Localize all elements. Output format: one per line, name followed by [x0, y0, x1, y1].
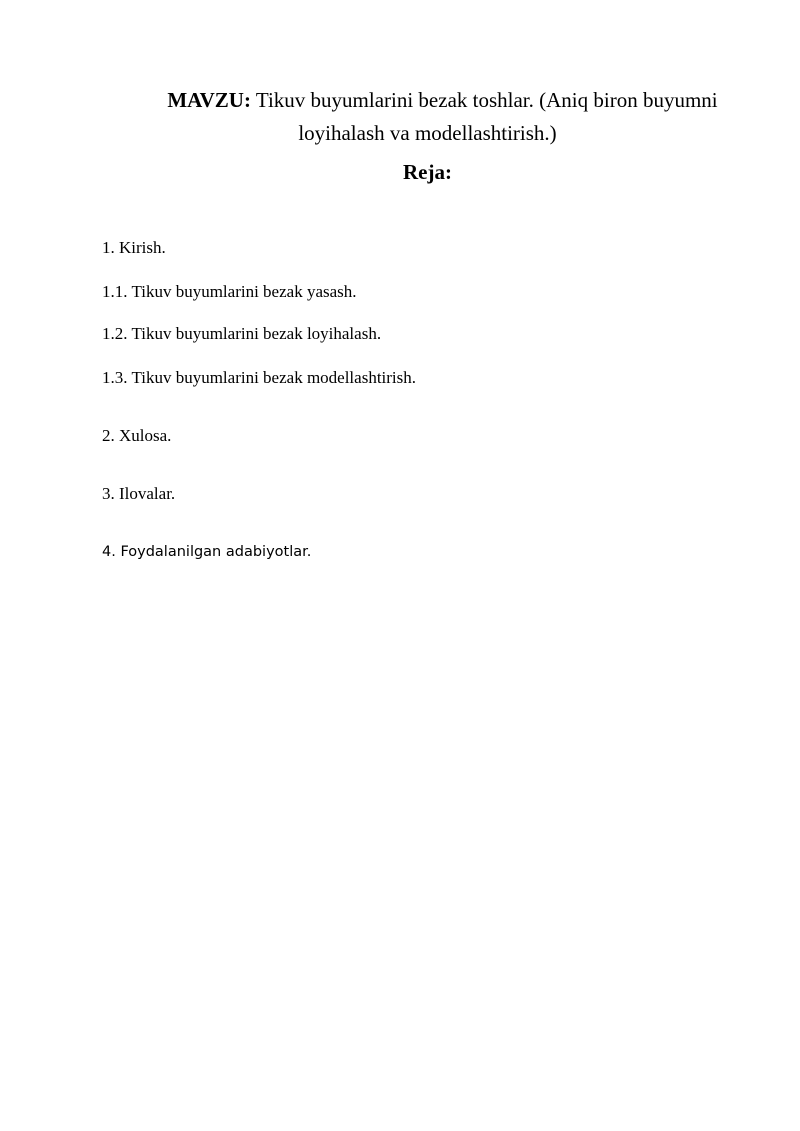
- plan-heading: Reja:: [403, 160, 452, 184]
- plan-item-intro: 1. Kirish.: [102, 238, 166, 257]
- plan-item-1-3: 1.3. Tikuv buyumlarini bezak modellashtirish.: [102, 368, 417, 387]
- title-label: MAVZU:: [167, 88, 251, 112]
- title-text: Tikuv buyumlarini bezak toshlar. (Aniq biron buyumni loyihalash va modellashtirish.): [250, 88, 718, 145]
- plan-item-appendices: 3. Ilovalar.: [102, 484, 176, 503]
- document-title: [100, 84, 755, 150]
- plan-item-1-2: 1.2. Tikuv buyumlarini bezak loyihalash.: [102, 324, 382, 343]
- plan-item-1-1: 1.1. Tikuv buyumlarini bezak yasash.: [102, 282, 357, 301]
- plan-item-references: 4. Foydalanilgan adabiyotlar.: [102, 544, 312, 560]
- plan-item-conclusion: 2. Xulosa.: [102, 426, 172, 445]
